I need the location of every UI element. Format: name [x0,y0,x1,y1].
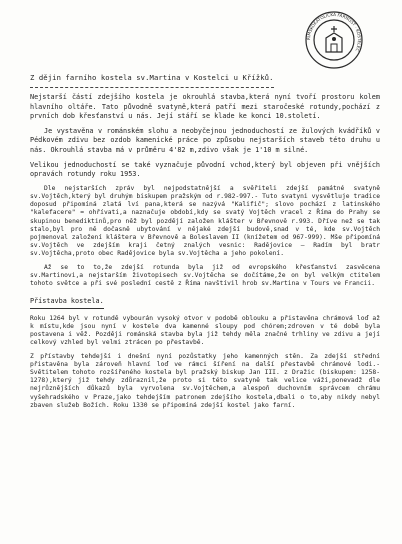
section-heading: Přístavba kostela. [30,297,104,309]
paragraph-extension-bishop: Z přístavby tehdejší i dnešní nyní pozůstatky jeho kamenných stěn. Za zdejší střední přistavěna byla zároveň hlavní loď ve rámci šíření na další přestavbě chrámové lodi.-Světitelem tohoto rozšířeného kostela byl pražský biskup Jan III. z Dražic (biskupem: 1258-1278),který již tehdy zdůraznil,že proto si této svatyně tak velice váží,ponevadž dle nejrůznějších důkazů byla vyrvolena sv.Vojtěchem,a alespoň duchovním správcem chrámu vyšehradského v Praze,jako tehdejším patronem zdejšího kostela,dbali o to,aby nikdy nebyl zbaven služeb Božích. Roku 1330 se připomíná zdejší kostel jako farní. [30,352,380,409]
seal-ring-text: ŘÍMSKOKATOLICKÁ FARNOST · KOSTELEC [305,11,363,53]
paragraph-rotunda-intro: Nejstarší částí zdejšího kostela je okrouhlá stavba,která nyní tvoří prostoru kolem hlavního oltáře. Tato původně svatyně,která patří mezi staročeské rotundy,pochází z prvních dob křesťanství u nás. Její stáří se klade ke konci 10.století. [30,93,380,121]
document-title: Z dějin farního kostela sv.Martina v Kostelci u Křížků. [30,73,274,82]
title-underline [30,87,274,88]
paragraph-st-martin: Až se to to,že zdejší rotunda byla již od evropského křesťanství zasvěcena sv.Martinovi,a nejstarším životopisech sv.Vojtěcha se dočítáme,že on byl velkým ctitelem tohoto světce a při své poslední cestě z Říma navštívil hrob sv.Martina v Tours ve Francii. [30,263,380,287]
paragraph-extension-1264: Roku 1264 byl v rotundě vybourán vysoký otvor v podobě oblouku a přistavěna chrámová loď až k místu,kde jsou nyní v kostele dva kamenné sloupy pod chórem;zdroven v té době byla postavena i věž. Později románská stavba byla již tehdy měla značné trhliny ve zdivu a její celkový vzhled byl velmi ztrácen po přestavbě. [30,314,380,347]
church-seal-icon [304,10,364,70]
document-body [30,93,380,415]
paragraph-st-vojtech: Dle nejstarších zpráv byl nejpodstatnější a svěřiteli zdejší památné svatyně sv.Vojtěch,který byl druhým biskupem pražským od r.982-997.- Tuto svatyni vysvětluje tradice doposud připomíná zlatá lví pana,která se nazývá "Kalifič"; slovo pochází z latinského "kalefacere" = ohřívati,a naznačuje období,kdy se svatý Vojtěch vracel z Říma do Prahy se skupinou benediktinů,pro něž byl pozdějí založen klášter v Břevnově r.993. Dříve než se tak stalo,byl pro ně dočasně ubytování v nějaké zdejší budově,snad v té, kde sv.Vojtěch pojmenoval založení kláštera v Břevnově a Boleslavem II (knížetem od 967-999). Mše připomíná sv.Vojtěch ve zdejším kraji četný znalých vesnic: Radějovice – Radím byl bratr sv.Vojtěcha,proto obec Radějovice byla sv.Vojtěcha a jeho pokolení. [30,184,380,258]
paragraph-rotunda-construction: Je vystavěna v románském slohu a neobyčejnou jednoduchostí ze žulových kvádříků v Pédkovém zdivu bez ozdob kamenické práce po způsobu nejstarších staveb této druhu u nás. Okrouhlá stavba má v průměru 4'82 m,zdivo však je 1'10 m silné. [30,126,380,154]
paragraph-original-entrance: Velikou jednoduchostí se také vyznačuje původní vchod,který byl objeven při vnějších opravách rotundy roku 1953. [30,160,380,179]
